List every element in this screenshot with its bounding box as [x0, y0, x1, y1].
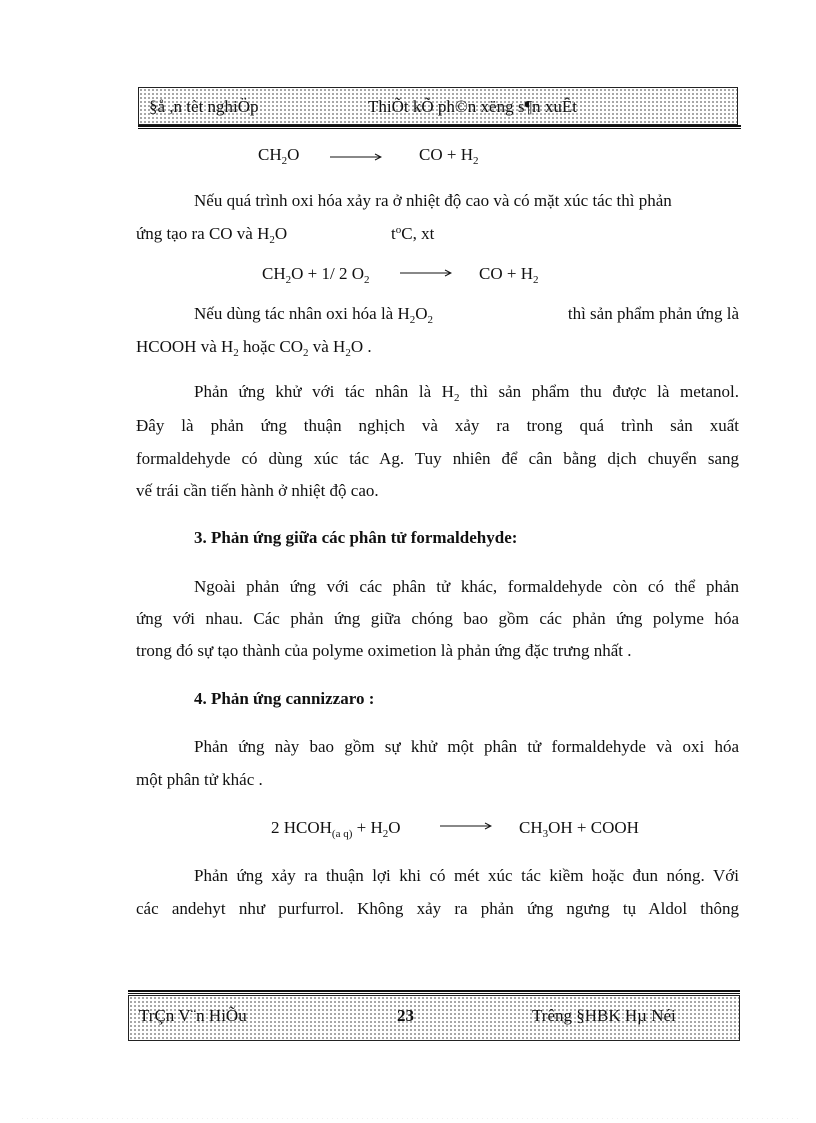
- paragraph-6-line-2: các andehyt như purfurrol. Không xảy ra phản ứng ngưng tụ Aldol thông: [136, 899, 739, 918]
- paragraph-1-line-1: Nếu quá trình oxi hóa xảy ra ở nhiệt độ cao và có mặt xúc tác thì phản: [194, 191, 672, 210]
- footer-school: Trêng §HBK Hµ Néi: [532, 1006, 676, 1025]
- equation-2-rhs: CO + $H_2$: [479, 264, 539, 286]
- page-number: 23: [397, 1006, 414, 1025]
- paragraph-6-line-1: Phản ứng xảy ra thuận lợi khi có mét xúc tác kiềm hoặc đun nóng. Với: [194, 866, 739, 885]
- paragraph-1-line-2: ứng tạo ra CO và $H_2O$: [136, 224, 288, 246]
- section-heading-3: 3. Phản ứng giữa các phân tử formaldehyde:: [194, 528, 518, 547]
- arrow-icon: [330, 152, 382, 166]
- arrow-icon: [440, 821, 492, 835]
- paragraph-4-line-2: ứng với nhau. Các phản ứng giữa chóng bao gồm các phản ứng polyme hóa: [136, 609, 739, 628]
- equation-2-lhs: $CH_2O + 1/$ 2 $O_2$: [262, 264, 370, 286]
- paragraph-5-line-1: Phản ứng này bao gồm sự khử một phân tử formaldehyde và oxi hóa: [194, 737, 739, 756]
- equation-1-lhs: $CH_2O$: [258, 145, 300, 167]
- paragraph-2-line-1: Nếu dùng tác nhân oxi hóa là $H_2O_2$ thì sản phẩm phản ứng là: [194, 304, 739, 326]
- bottom-dotted-rule: [20, 1118, 800, 1119]
- page-header: [138, 87, 738, 125]
- header-right-text: ThiÕt kÕ ph©n xëng s¶n xuÊt: [368, 97, 578, 116]
- arrow-icon: [400, 268, 452, 282]
- header-rule: [138, 125, 741, 127]
- equation-1-rhs: CO + $H_2$: [419, 145, 479, 167]
- paragraph-3-line-1: Phản ứng khử với tác nhân là $H_2$ thì sản phẩm thu được là metanol.: [194, 382, 739, 404]
- equation-3-rhs: $CH_3OH$ + COOH: [519, 818, 639, 840]
- reaction-condition: $t^oC$, xt: [391, 224, 435, 243]
- header-left-text: §å ,n tèt nghiÖp: [149, 97, 259, 116]
- footer-rule-thin: [128, 993, 740, 994]
- footer-rule: [128, 990, 740, 992]
- paragraph-4-line-3: trong đó sự tạo thành của polyme oximetion là phản ứng đặc trưng nhất .: [136, 641, 632, 660]
- paragraph-3-line-3: formaldehyde có dùng xúc tác Ag. Tuy nhiên để cân bằng dịch chuyển sang: [136, 449, 739, 468]
- section-heading-4: 4. Phản ứng cannizzaro :: [194, 689, 375, 708]
- paragraph-3-line-4: vế trái cần tiến hành ở nhiệt độ cao.: [136, 481, 379, 500]
- header-rule-thin: [138, 128, 741, 129]
- footer-author: TrÇn V¨n HiÕu: [139, 1006, 247, 1025]
- paragraph-5-line-2: một phân tử khác .: [136, 770, 263, 789]
- paragraph-2-line-2: HCOOH và $H_2$ hoặc $CO_2$ và $H_2O$ .: [136, 337, 372, 359]
- paragraph-4-line-1: Ngoài phản ứng với các phân tử khác, formaldehyde còn có thể phản: [194, 577, 739, 596]
- page-footer: [128, 995, 740, 1041]
- equation-3-lhs: 2 $HCOH_{(a q)} + H_2O$: [271, 818, 401, 840]
- paragraph-3-line-2: Đây là phản ứng thuận nghịch và xảy ra trong quá trình sản xuất: [136, 416, 739, 435]
